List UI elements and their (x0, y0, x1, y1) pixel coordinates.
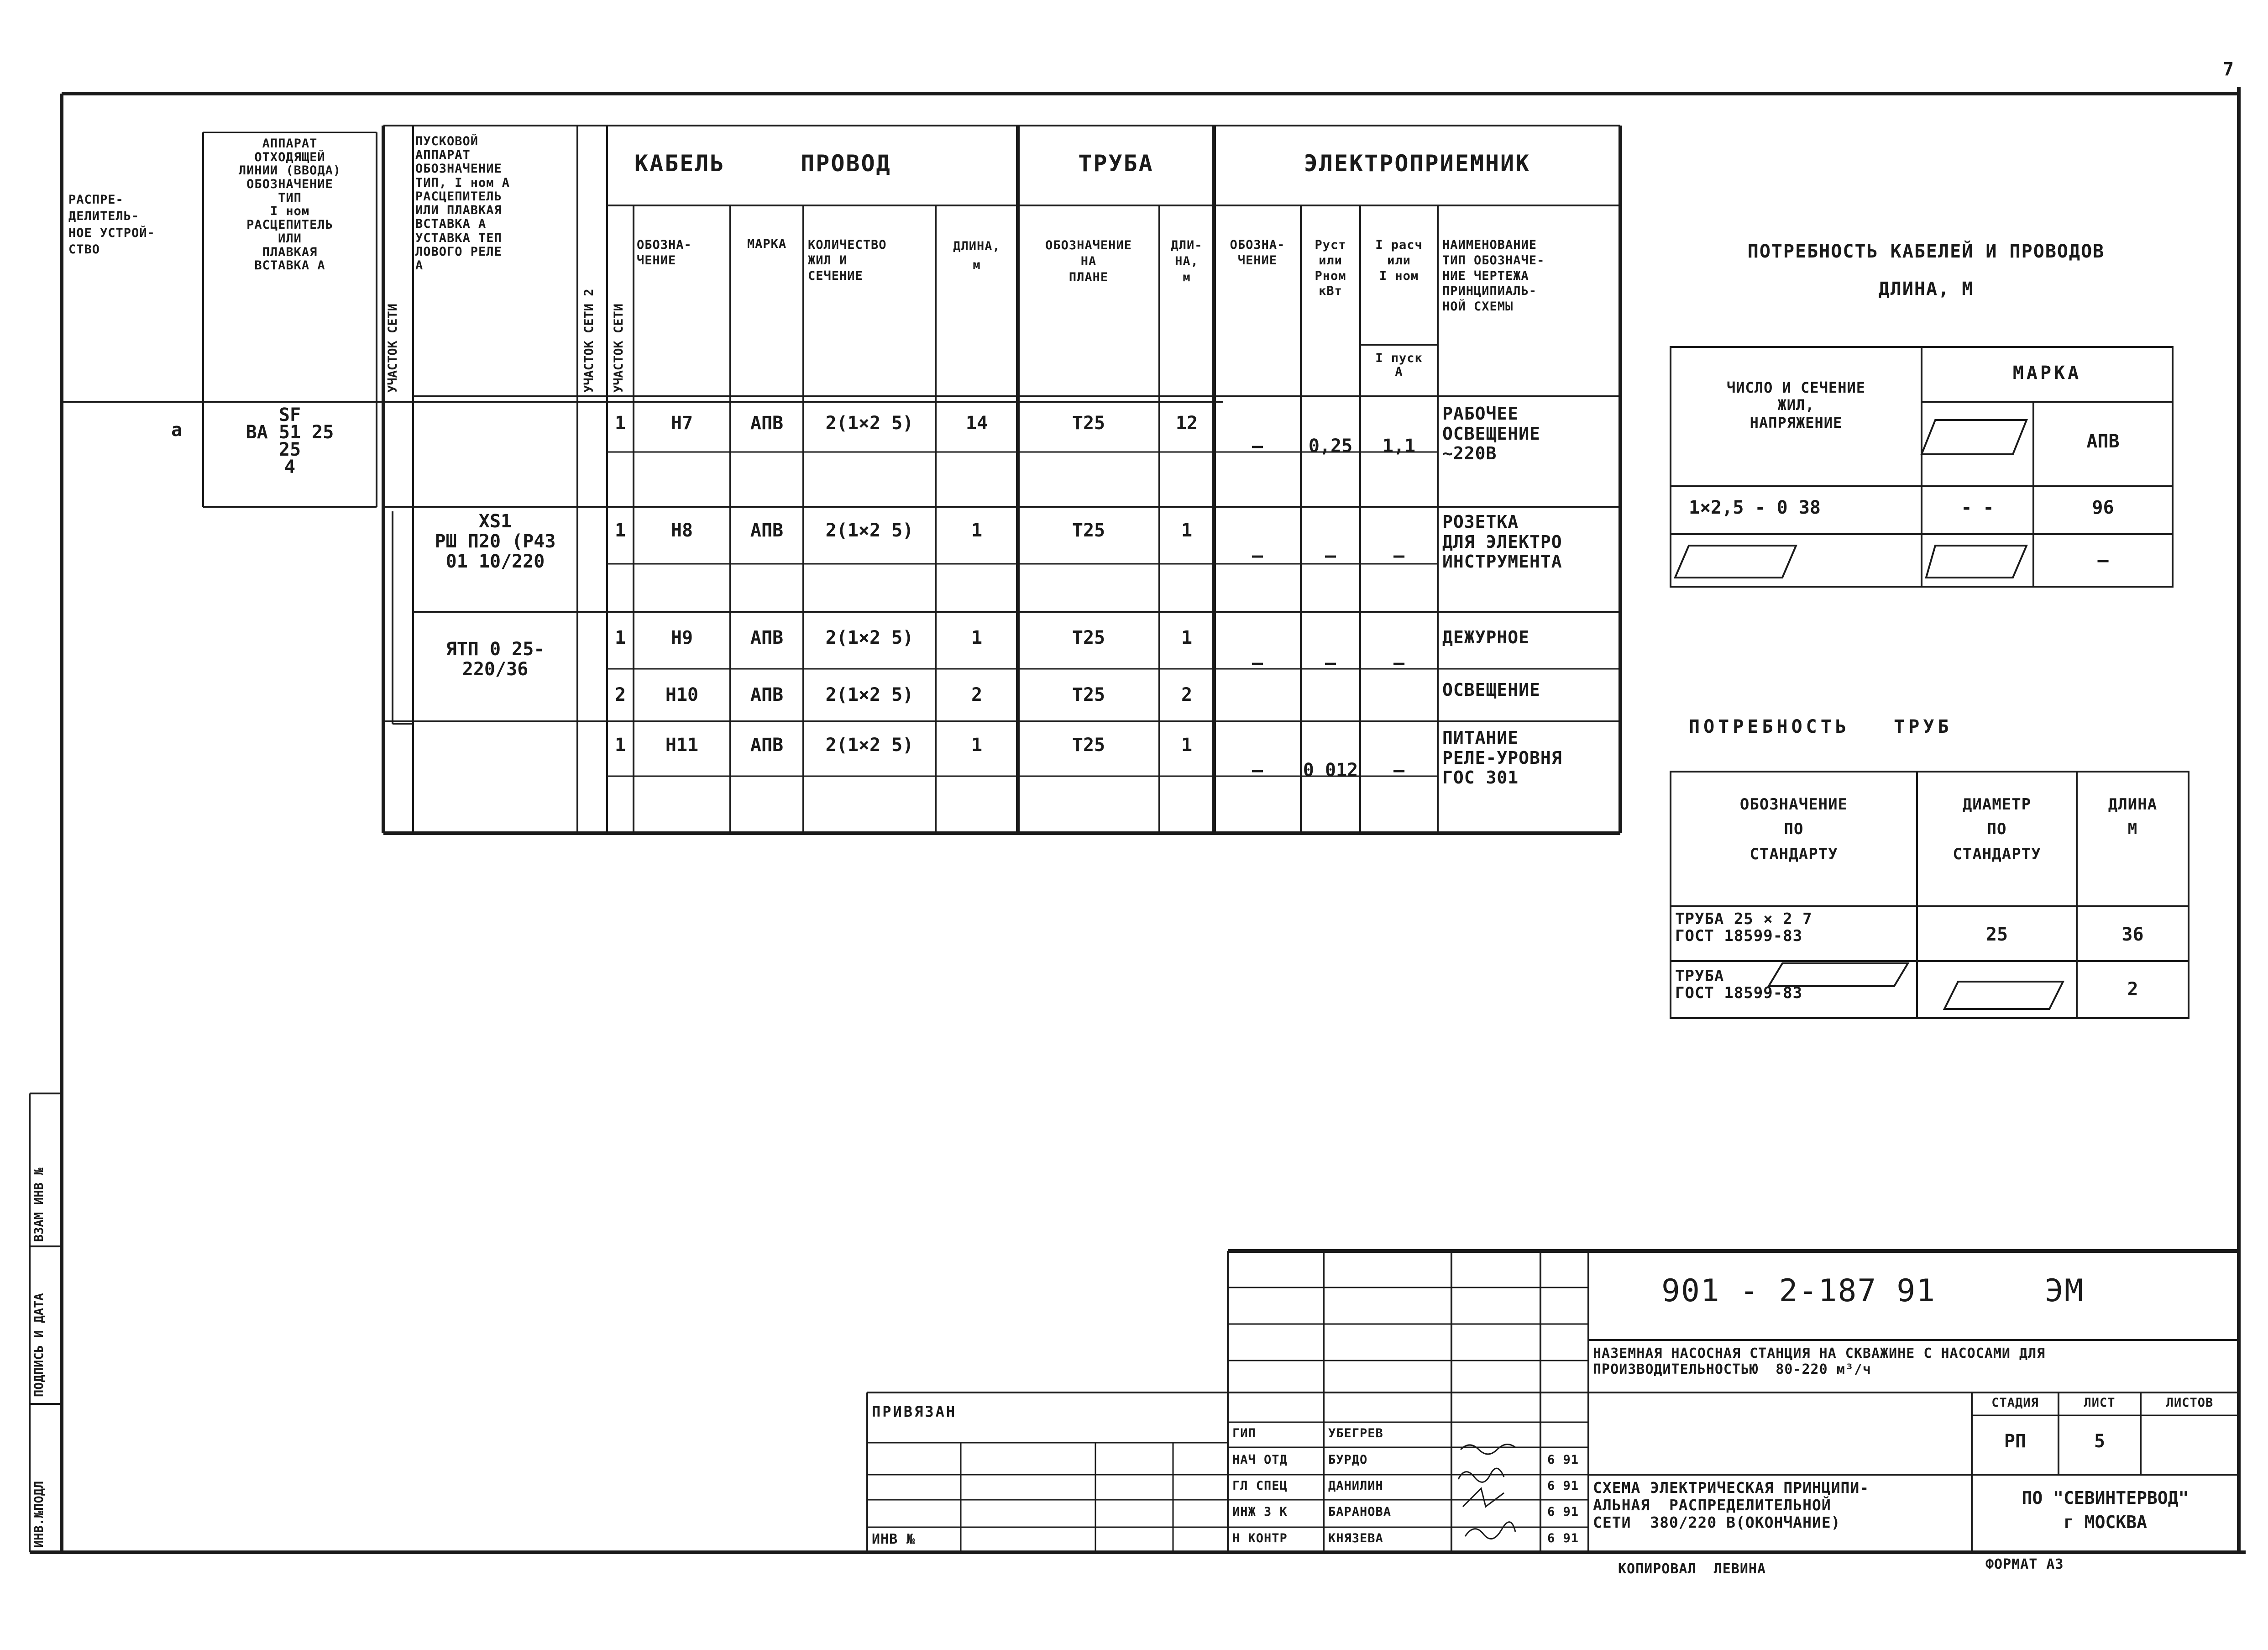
header-section-vertical-1: УЧАСТОК СЕТИ (386, 303, 400, 393)
row5-brand: АПВ (750, 735, 784, 756)
pipe-row1-designation: ТРУБА 25 × 2 7 ГОСТ 18599-83 (1675, 910, 1812, 946)
header-receiver-power: Руст или Рном кВт (1315, 238, 1346, 299)
row2-current: — (1393, 545, 1405, 566)
signature-3 (1463, 1488, 1504, 1507)
side-inv-original: ИНВ.№ПОДЛ (32, 1481, 46, 1548)
row5-power: 0 012 (1303, 760, 1358, 781)
row4-section: 2 (614, 684, 626, 705)
copied-by: КОПИРОВАЛ ЛЕВИНА (1618, 1561, 1766, 1577)
row2-brand: АПВ (750, 520, 784, 541)
sheets-header: ЛИСТОВ (2166, 1396, 2214, 1410)
row1-section: 1 (614, 413, 626, 434)
date-head-dept: 6 91 (1547, 1453, 1579, 1467)
organization: ПО "СЕВИНТЕРВОД" г МОСКВА (2022, 1488, 2189, 1533)
row2-name: РОЗЕТКА ДЛЯ ЭЛЕКТРО ИНСТРУМЕНТА (1442, 512, 1562, 572)
cable-col-apv: АПВ (2086, 431, 2120, 452)
row5-receiver: — (1252, 760, 1263, 781)
row1-brand: АПВ (750, 413, 784, 434)
sheet-header: ЛИСТ (2084, 1396, 2116, 1410)
signature-1 (1461, 1445, 1515, 1454)
row4-pipe-length: 2 (1181, 684, 1193, 705)
stage-header: СТАДИЯ (1991, 1396, 2039, 1410)
duty-transformer: ЯТП 0 25- 220/36 (445, 639, 545, 680)
feeder-breaker: SF ВА 51 25 25 4 (246, 405, 334, 478)
row4-brand: АПВ (750, 684, 784, 705)
date-chief-spec: 6 91 (1547, 1479, 1579, 1493)
name-engineer: БАРАНОВА (1328, 1505, 1392, 1519)
pipe-row1-length: 36 (2121, 924, 2144, 945)
cable-row1-desc: 1×2,5 - 0 38 (1689, 497, 1821, 518)
row3-section: 1 (614, 627, 626, 648)
role-head-dept: НАЧ ОТД (1232, 1453, 1288, 1467)
header-receiver-group: ЭЛЕКТРОПРИЕМНИК (1304, 150, 1531, 177)
header-pipe-length: ДЛИ- НА, м (1171, 238, 1203, 285)
row2-receiver: — (1252, 545, 1263, 566)
socket-xs1: XS1 РШ П20 (Р43 01 10/220 (435, 511, 556, 572)
cable-row1-mid: - - (1961, 497, 1994, 518)
row3-receiver: — (1252, 652, 1263, 673)
header-cable-cores: КОЛИЧЕСТВО ЖИЛ И СЕЧЕНИЕ (808, 238, 887, 283)
pipe-col-length: ДЛИНА М (2108, 795, 2158, 839)
role-gip: ГИП (1232, 1426, 1256, 1440)
row5-section: 1 (614, 735, 626, 756)
pipe-row2-designation: ТРУБА ГОСТ 18599-83 (1675, 967, 1803, 1003)
pipe-row1-diameter: 25 (1985, 924, 2008, 945)
row3-length: 1 (971, 627, 983, 648)
privyazan-label: ПРИВЯЗАН (872, 1403, 957, 1420)
row3-brand: АПВ (750, 627, 784, 648)
row5-pipe: Т25 (1072, 735, 1105, 756)
row1-length: 14 (965, 413, 988, 434)
name-norm-control: КНЯЗЕВА (1328, 1531, 1383, 1545)
pipe-table-title: ПОТРЕБНОСТЬ ТРУБ (1689, 716, 1953, 737)
document-code: 901 - 2-187 91 (1661, 1273, 1936, 1309)
cable-table-title: ПОТРЕБНОСТЬ КАБЕЛЕЙ И ПРОВОДОВ ДЛИНА, М (1747, 241, 2105, 300)
row4-pipe: Т25 (1072, 684, 1105, 705)
header-receiver-current: I расч или I ном (1375, 238, 1423, 283)
role-norm-control: Н КОНТР (1232, 1531, 1288, 1545)
sheet-value: 5 (2094, 1431, 2106, 1452)
row1-cores: 2(1×2 5) (825, 413, 914, 434)
header-section-vertical-3: УЧАСТОК СЕТИ (612, 303, 626, 393)
row5-name: ПИТАНИЕ РЕЛЕ-УРОВНЯ ГОС 301 (1442, 728, 1562, 788)
date-engineer: 6 91 (1547, 1505, 1579, 1519)
project-name: НАЗЕМНАЯ НАСОСНАЯ СТАНЦИЯ НА СКВАЖИНЕ С НАСОСАМИ ДЛЯ ПРОИЗВОДИТЕЛЬНОСТЬЮ 80-220 м³/ч (1593, 1345, 2046, 1377)
row5-designation: Н11 (665, 735, 699, 756)
row3-pipe-length: 1 (1181, 627, 1193, 648)
stage-value: РП (2004, 1431, 2027, 1452)
signature-4 (1465, 1522, 1515, 1539)
sheet-mark: 7 (2223, 59, 2234, 80)
cable-row1-value: 96 (2092, 497, 2114, 518)
format: ФОРМАТ А3 (1985, 1556, 2064, 1572)
row5-pipe-length: 1 (1181, 735, 1193, 756)
header-distributor: РАСПРЕ- ДЕЛИТЕЛЬ- НОЕ УСТРОЙ- СТВО (68, 193, 155, 257)
header-receiver-name: НАИМЕНОВАНИЕ ТИП ОБОЗНАЧЕ- НИЕ ЧЕРТЕЖА ПРИНЦИПИАЛЬ- НОЙ СХЕМЫ (1442, 238, 1545, 314)
cable-col-desc: ЧИСЛО И СЕЧЕНИЕ ЖИЛ, НАПРЯЖЕНИЕ (1727, 379, 1865, 431)
cable-row2-value: — (2097, 550, 2109, 571)
row2-section: 1 (614, 520, 626, 541)
name-gip: УБЕГРЕВ (1328, 1426, 1383, 1440)
role-engineer: ИНЖ 3 К (1232, 1505, 1288, 1519)
header-starting-apparatus: ПУСКОВОЙ АППАРАТ ОБОЗНАЧЕНИЕ ТИП, I ном А РАСЦЕПИТЕЛЬ ИЛИ ПЛАВКАЯ ВСТАВКА А УСТАВКА ТЕП ЛОВОГО РЕЛЕ А (415, 134, 510, 273)
row4-cores: 2(1×2 5) (825, 684, 914, 705)
row4-designation: Н10 (665, 684, 699, 705)
row2-length: 1 (971, 520, 983, 541)
distributor-a: a (171, 420, 183, 441)
row1-designation: Н7 (670, 413, 693, 434)
header-receiver-designation: ОБОЗНА- ЧЕНИЕ (1230, 238, 1285, 268)
row5-length: 1 (971, 735, 983, 756)
header-cable-designation: ОБОЗНА- ЧЕНИЕ (637, 238, 692, 268)
row5-cores: 2(1×2 5) (825, 735, 914, 756)
pipe-row2-length: 2 (2127, 979, 2138, 1000)
header-feeder-apparatus: АППАРАТ ОТХОДЯЩЕЙ ЛИНИИ (ВВОДА) ОБОЗНАЧЕНИЕ ТИП I ном РАСЦЕПИТЕЛЬ ИЛИ ПЛАВКАЯ ВСТАВКА А (238, 137, 341, 273)
pipe-col-designation: ОБОЗНАЧЕНИЕ ПО СТАНДАРТУ (1739, 795, 1848, 863)
header-section-vertical-2: УЧАСТОК СЕТИ 2 (582, 289, 596, 393)
row5-current: — (1393, 760, 1405, 781)
header-cable-brand: МАРКА (747, 237, 787, 251)
role-chief-spec: ГЛ СПЕЦ (1232, 1479, 1288, 1493)
row2-designation: Н8 (670, 520, 693, 541)
row3-pipe: Т25 (1072, 627, 1105, 648)
row4-length: 2 (971, 684, 983, 705)
row2-pipe: Т25 (1072, 520, 1105, 541)
row2-power: — (1325, 545, 1336, 566)
row1-power: 0,25 (1308, 436, 1353, 457)
name-head-dept: БУРДО (1328, 1453, 1368, 1467)
cable-col-brand: МАРКА (2012, 363, 2082, 384)
side-replacement-inv: ВЗАМ ИНВ № (32, 1167, 46, 1242)
header-pipe-designation: ОБОЗНАЧЕНИЕ НА ПЛАНЕ (1045, 238, 1132, 285)
header-cable-length: ДЛИНА, м (953, 239, 1000, 272)
inventory-label: ИНВ № (872, 1531, 916, 1547)
header-cable-group: КАБЕЛЬ ПРОВОД (634, 150, 891, 177)
row3-current: — (1393, 652, 1405, 673)
document-mark: ЭМ (2045, 1273, 2084, 1309)
row3-power: — (1325, 652, 1336, 673)
header-receiver-start-current: I пуск А (1375, 351, 1423, 379)
pipe-col-diameter: ДИАМЕТР ПО СТАНДАРТУ (1953, 795, 2041, 863)
row4-name: ОСВЕЩЕНИЕ (1442, 680, 1540, 700)
row2-cores: 2(1×2 5) (825, 520, 914, 541)
row1-pipe-length: 12 (1175, 413, 1198, 434)
row3-cores: 2(1×2 5) (825, 627, 914, 648)
side-signature-date: ПОДПИСЬ И ДАТА (32, 1293, 46, 1397)
date-norm-control: 6 91 (1547, 1531, 1579, 1545)
drawing-title: СХЕМА ЭЛЕКТРИЧЕСКАЯ ПРИНЦИПИ- АЛЬНАЯ РАСПРЕДЕЛИТЕЛЬНОЙ СЕТИ 380/220 В(ОКОНЧАНИЕ) (1593, 1479, 1870, 1531)
row1-receiver: — (1252, 436, 1263, 457)
row3-designation: Н9 (670, 627, 693, 648)
row1-name: РАБОЧЕЕ ОСВЕЩЕНИЕ ~220В (1442, 404, 1540, 464)
row3-name: ДЕЖУРНОЕ (1442, 627, 1530, 647)
header-pipe-group: ТРУБА (1078, 150, 1154, 177)
row1-current: 1,1 (1382, 436, 1416, 457)
name-chief-spec: ДАНИЛИН (1328, 1479, 1383, 1493)
row1-pipe: Т25 (1072, 413, 1105, 434)
row2-pipe-length: 1 (1181, 520, 1193, 541)
